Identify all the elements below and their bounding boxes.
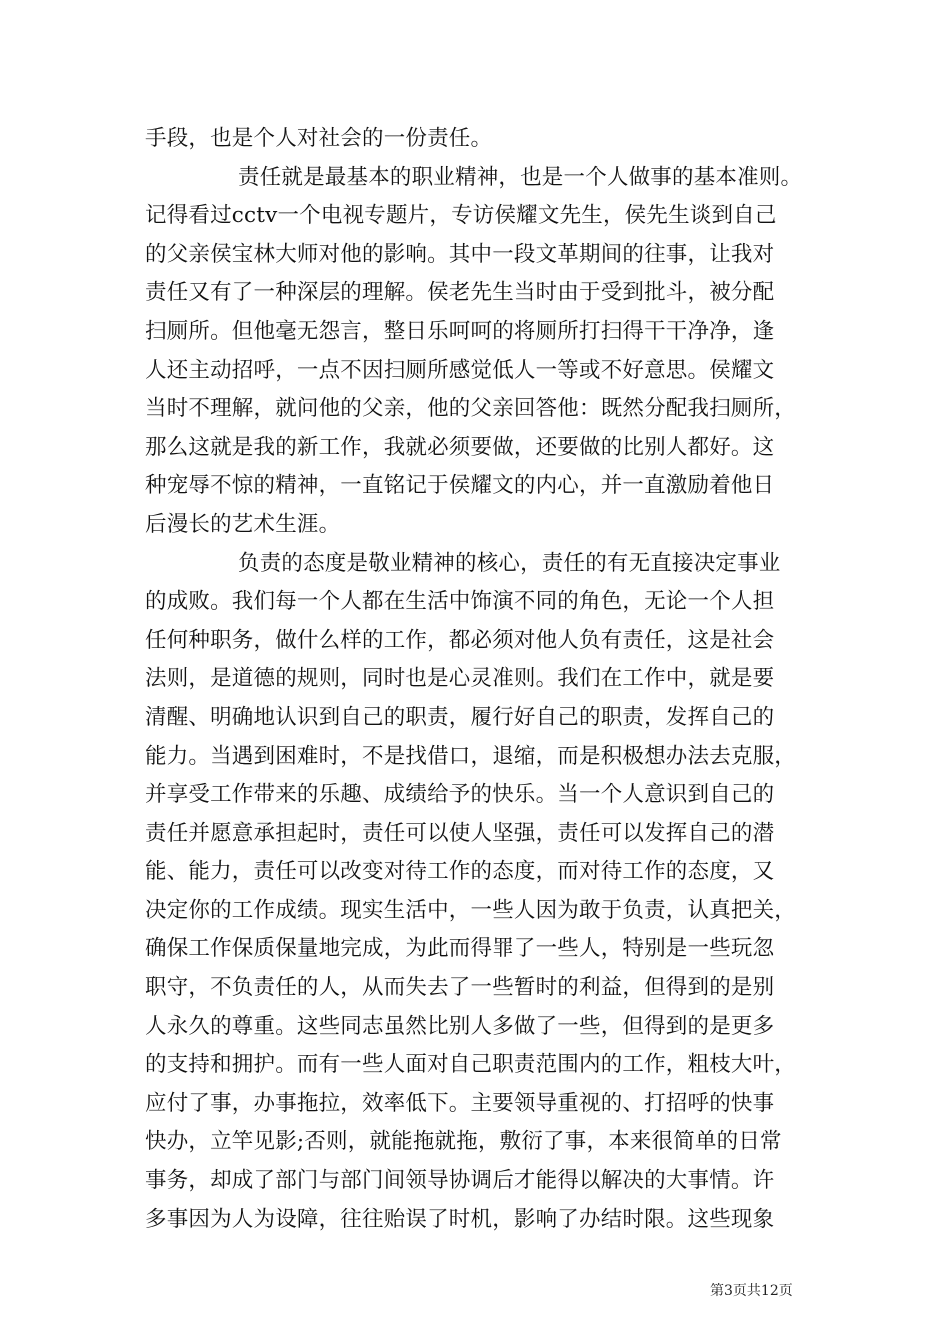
text-line: 多事因为人为设障，往往贻误了时机，影响了办结时限。这些现象 [145, 1206, 775, 1232]
text-line: 确保工作保质保量地完成，为此而得罪了一些人，特别是一些玩忽 [145, 936, 775, 962]
text-line: 人永久的尊重。这些同志虽然比别人多做了一些，但得到的是更多 [145, 1013, 775, 1039]
paragraph-first-line: 责任就是最基本的职业精神，也是一个人做事的基本准则。 [238, 164, 803, 190]
text-line: 决定你的工作成绩。现实生活中，一些人因为敢于负责，认真把关， [145, 897, 797, 923]
text-line: 事务，却成了部门与部门间领导协调后才能得以解决的大事情。许 [145, 1168, 775, 1194]
text-line: 快办，立竿见影;否则，就能拖就拖，敷衍了事，本来很简单的日常 [145, 1129, 782, 1155]
text-line: 职守，不负责任的人，从而失去了一些暂时的利益，但得到的是别 [145, 975, 775, 1001]
paragraph-first-line: 负责的态度是敬业精神的核心，责任的有无直接决定事业 [238, 550, 781, 576]
page-footer: 第3页共12页 [710, 1283, 793, 1299]
text-line: 应付了事，办事拖拉，效率低下。主要领导重视的、打招呼的快事 [145, 1090, 775, 1116]
text-line: 种宠辱不惊的精神，一直铭记于侯耀文的内心，并一直激励着他日 [145, 473, 775, 499]
text-line: 清醒、明确地认识到自己的职责，履行好自己的职责，发挥自己的 [145, 704, 775, 730]
body-text [145, 120, 825, 1239]
text-line: 人还主动招呼，一点不因扫厕所感觉低人一等或不好意思。侯耀文 [145, 357, 775, 383]
text-line: 的父亲侯宝林大师对他的影响。其中一段文革期间的往事，让我对 [145, 241, 775, 267]
text-line: 任何种职务，做什么样的工作，都必须对他人负有责任，这是社会 [145, 627, 775, 653]
text-line: 的成败。我们每一个人都在生活中饰演不同的角色，无论一个人担 [145, 589, 775, 615]
text-line: 当时不理解，就问他的父亲，他的父亲回答他：既然分配我扫厕所， [145, 396, 797, 422]
text-line: 那么这就是我的新工作，我就必须要做，还要做的比别人都好。这 [145, 434, 775, 460]
text-line: 后漫长的艺术生涯。 [145, 511, 341, 537]
text-line: 的支持和拥护。而有一些人面对自己职责范围内的工作，粗枝大叶， [145, 1052, 797, 1078]
text-line: 责任又有了一种深层的理解。侯老先生当时由于受到批斗，被分配 [145, 280, 775, 306]
text-line: 手段，也是个人对社会的一份责任。 [145, 126, 493, 151]
text-line: 扫厕所。但他毫无怨言，整日乐呵呵的将厕所打扫得干干净净，逢 [145, 318, 775, 344]
text-line: 责任并愿意承担起时，责任可以使人坚强，责任可以发挥自己的潜 [145, 820, 775, 846]
text-line: 能力。当遇到困难时，不是找借口，退缩，而是积极想办法去克服， [145, 743, 797, 769]
text-line: 并享受工作带来的乐趣、成绩给予的快乐。当一个人意识到自己的 [145, 782, 775, 808]
text-line: 法则，是道德的规则，同时也是心灵准则。我们在工作中，就是要 [145, 666, 775, 692]
text-line: 记得看过cctv一个电视专题片，专访侯耀文先生，侯先生谈到自己 [145, 203, 777, 229]
text-line: 能、能力，责任可以改变对待工作的态度，而对待工作的态度，又 [145, 859, 775, 885]
